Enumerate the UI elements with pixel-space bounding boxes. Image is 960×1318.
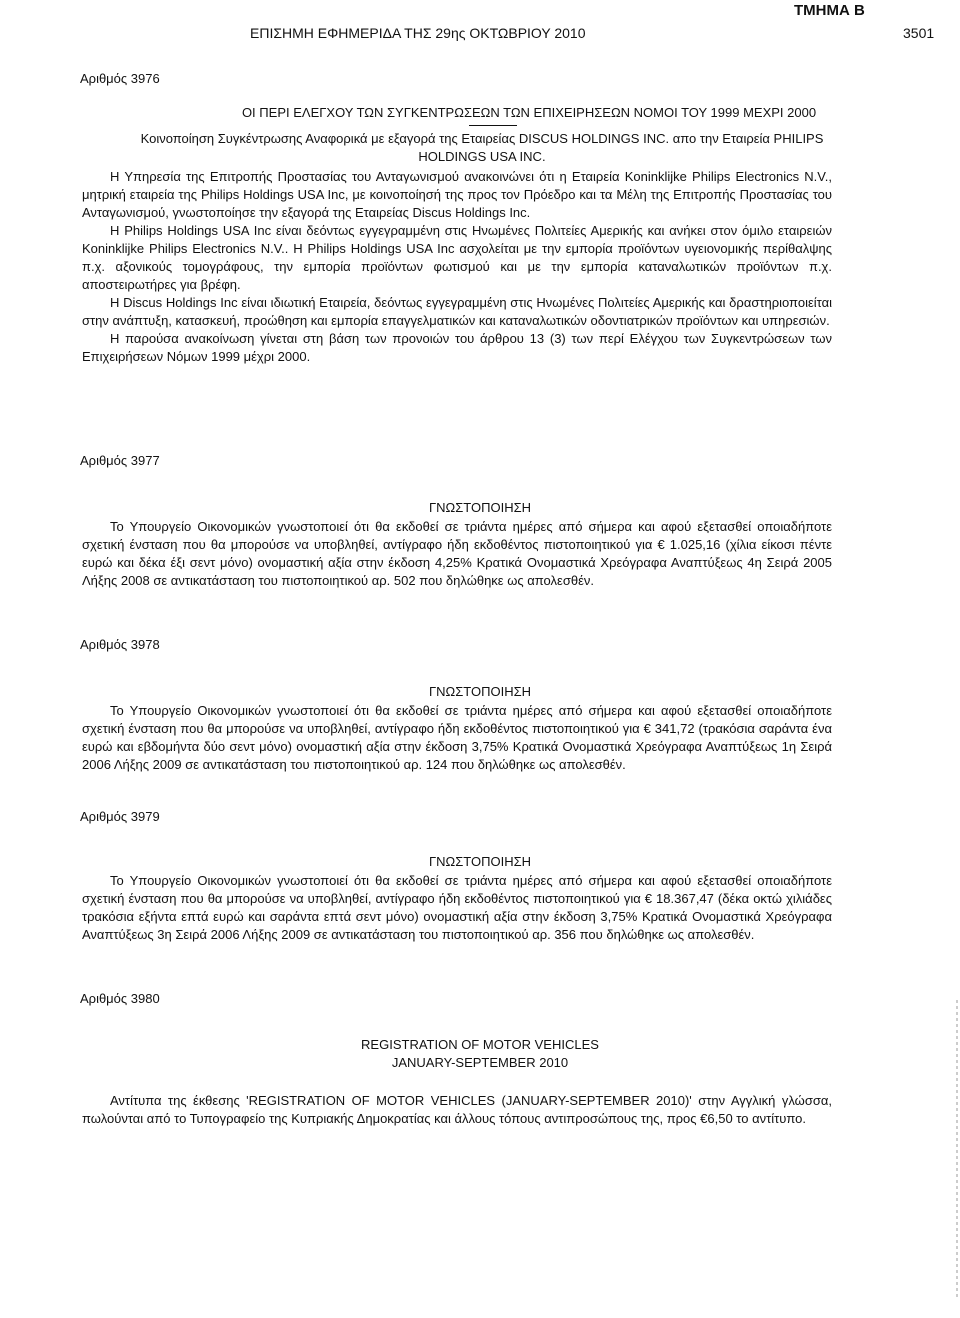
paragraph: Η Philips Holdings USA Inc είναι δεόντως εγγεγραμμένη στις Ηνωμένες Πολιτείες Αμερικής και ανήκει στον όμιλο εταιρειών Koninklijke Philips Electronics N.V.. Η Philips Holdings USA Inc ασχολείται με την εμπορία προϊόντων υγειονομικής περίθαλψης π.χ. αξονικούς τομογράφους, την εμπορία προϊόντων φωτισμού και με την εμπορία καταναλωτικών προϊόντων π.χ. αποστειρωτήρες για βρέφη.	[82, 223, 832, 292]
report-heading-1: REGISTRATION OF MOTOR VEHICLES	[361, 1037, 599, 1052]
notification-subtitle-line-1: Κοινοποίηση Συγκέντρωσης Αναφορικά με εξαγορά της Εταιρείας DISCUS HOLDINGS INC. απο την Εταιρεία PHILIPS	[140, 131, 824, 146]
page-number: 3501	[903, 25, 935, 41]
section-label: ΤΜΗΜΑ Β	[794, 2, 865, 19]
notice-3978-body: Το Υπουργείο Οικονομικών γνωστοποιεί ότι θα εκδοθεί σε τριάντα ημέρες από σήμερα και αφού εξετασθεί οποιαδήποτε σχετική ένσταση που θα μπορούσε να υποβληθεί, αντίγραφο ήδη εκδοθέντος πιστοποιητικού για € 341,72 (τρακόσια σαράντα ένα ευρώ και εβδομήντα δύο σεντ μόνο) ονομαστική αξία στην έκδοση 3,75% Κρατικά Ονομαστικά Χρεόγραφα Αναπτύξεως 1η Σειρά 2006 Λήξης 2009 σε αντικατάσταση του πιστοποιητικού αρ. 124 που δηλώθηκε ως απολεσθέν.	[82, 703, 832, 772]
paragraph: Η Υπηρεσία της Επιτροπής Προστασίας του Ανταγωνισμού ανακοινώνει ότι η Εταιρεία Koninklijke Philips Electronics N.V., μητρική εταιρεία της Philips Holdings USA Inc, με κοινοποίησή της προς τον Πρόεδρο και τα Μέλη της Επιτροπής Προστασίας του Ανταγωνισμού, γνωστοποίησε την εξαγορά της Εταιρείας Discus Holdings Inc.	[82, 169, 832, 220]
notification-subtitle	[82, 130, 882, 166]
notice-3976-body	[82, 168, 832, 366]
notice-number-3978: Αριθμός 3978	[80, 637, 160, 652]
title-underline	[469, 125, 517, 126]
notice-3980-body: Αντίτυπα της έκθεσης 'REGISTRATION OF MOTOR VEHICLES (JANUARY-SEPTEMBER 2010)' στην Αγγλική γλώσσα, πωλούνται από το Τυπογραφείο της Κυπριακής Δημοκρατίας και άλλους τόπους αντιπροσώπους της, προς €6,50 το αντίτυπο.	[82, 1093, 832, 1126]
notice-number-3977: Αριθμός 3977	[80, 453, 160, 468]
notice-number-3980: Αριθμός 3980	[80, 991, 160, 1006]
notice-heading: ΓΝΩΣΤΟΠΟΙΗΣΗ	[428, 500, 532, 515]
notice-number-3979: Αριθμός 3979	[80, 809, 160, 824]
notice-3977-body: Το Υπουργείο Οικονομικών γνωστοποιεί ότι θα εκδοθεί σε τριάντα ημέρες από σήμερα και αφού εξετασθεί οποιαδήποτε σχετική ένσταση που θα μπορούσε να υποβληθεί, αντίγραφο ήδη εκδοθέντος πιστοποιητικού για € 1.025,16 (χίλια είκοσι πέντε ευρώ και δέκα έξι σεντ μόνο) ονομαστική αξία στην έκδοση 4,25% Κρατικά Ονομαστικά Χρεόγραφα Αναπτύξεως 4η Σειρά 2005 Λήξης 2008 σε αντικατάσταση του πιστοποιητικού αρ. 502 που δηλώθηκε ως απολεσθέν.	[82, 519, 832, 588]
notification-subtitle-line-2: HOLDINGS USA INC.	[418, 149, 546, 164]
notice-heading: ΓΝΩΣΤΟΠΟΙΗΣΗ	[428, 684, 532, 699]
notice-3979-body: Το Υπουργείο Οικονομικών γνωστοποιεί ότι θα εκδοθεί σε τριάντα ημέρες από σήμερα και αφού εξετασθεί οποιαδήποτε σχετική ένσταση που θα μπορούσε να υποβληθεί, αντίγραφο ήδη εκδοθέντος πιστοποιητικού για € 18.367,47 (δέκα οκτώ χιλιάδες τρακόσια εξήντα επτά ευρώ και σαράντα επτά σεντ μόνο) ονομαστική αξία στην έκδοση 3,75% Κρατικά Ονομαστικά Χρεόγραφα Αναπτύξεως 3η Σειρά 2006 Λήξης 2009 σε αντικατάσταση του πιστοποιητικού αρ. 356 που δηλώθηκε ως απολεσθέν.	[82, 873, 832, 942]
report-heading-2: JANUARY-SEPTEMBER 2010	[391, 1055, 569, 1070]
law-title: ΟΙ ΠΕΡΙ ΕΛΕΓΧΟΥ ΤΩΝ ΣΥΓΚΕΝΤΡΩΣΕΩΝ ΤΩΝ ΕΠΙΧΕΙΡΗΣΕΩΝ ΝΟΜΟΙ ΤΟΥ 1999 ΜΕΧΡΙ 2000	[241, 105, 817, 120]
notice-heading: ΓΝΩΣΤΟΠΟΙΗΣΗ	[428, 854, 532, 869]
notice-number-3976: Αριθμός 3976	[80, 71, 160, 86]
scan-edge-artifact	[956, 1000, 958, 1300]
paragraph: Η Discus Holdings Inc είναι ιδιωτική Εταιρεία, δεόντως εγγεγραμμένη στις Ηνωμένες Πολιτείες Αμερικής και δραστηριοποιείται στην ανάπτυξη, κατασκευή, προώθηση και εμπορία επαγγελματικών και καταναλωτικών οδοντιατρικών προϊόντων και υπηρεσιών.	[82, 295, 832, 328]
paragraph: Η παρούσα ανακοίνωση γίνεται στη βάση των προνοιών του άρθρου 13 (3) των περί Ελέγχου των Συγκεντρώσεων των Επιχειρήσεων Νόμων 1999 μέχρι 2000.	[82, 331, 832, 364]
gazette-title: ΕΠΙΣΗΜΗ ΕΦΗΜΕΡΙΔΑ ΤΗΣ 29ης ΟΚΤΩΒΡΙΟΥ 2010	[250, 25, 586, 41]
